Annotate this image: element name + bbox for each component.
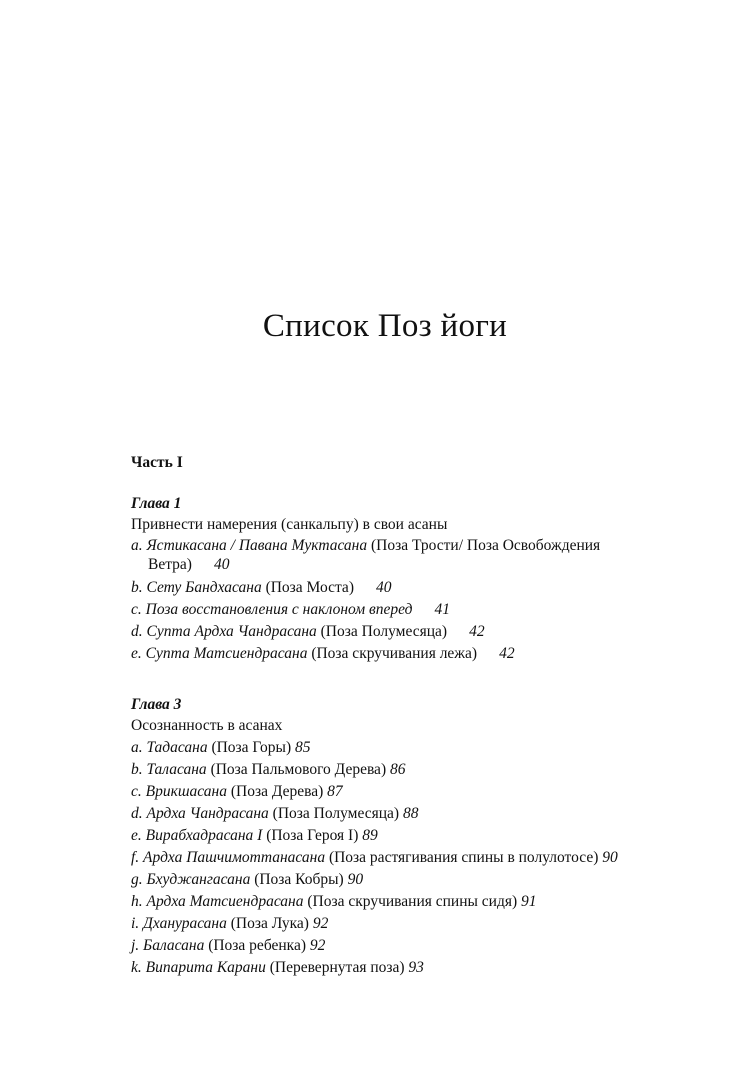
asana-name: a. Ястикасана / Павана Муктасана <box>131 537 368 554</box>
list-item <box>131 759 631 781</box>
page-number: 89 <box>362 827 378 844</box>
page-number: 87 <box>327 783 343 800</box>
chapter-3 <box>131 695 631 979</box>
asana-name: k. Випарита Карани <box>131 959 266 976</box>
asana-description: (Поза Полумесяца) <box>272 805 400 822</box>
asana-name: h. Ардха Матсиендрасана <box>131 893 304 910</box>
list-item <box>131 803 631 825</box>
asana-description: (Поза Трости/ Поза Освобождения Ветра) <box>148 537 601 573</box>
toc-content <box>131 454 631 999</box>
asana-name: i. Дханурасана <box>131 915 227 932</box>
page-number: 92 <box>312 915 329 932</box>
list-item <box>131 869 631 891</box>
page-number: 93 <box>408 959 424 976</box>
page-number: 86 <box>389 761 406 778</box>
asana-description: (Поза Горы) <box>211 739 292 756</box>
asana-description: (Поза Лука) <box>230 915 309 932</box>
page-number: 42 <box>469 623 485 640</box>
asana-name: b. Таласана <box>131 761 207 778</box>
asana-description: (Поза Полумесяца) <box>320 623 448 640</box>
list-item <box>131 825 631 847</box>
asana-name: g. Бхуджангасана <box>131 871 251 888</box>
page-number: 91 <box>521 893 537 910</box>
page-title: Список Поз йоги <box>262 308 508 344</box>
asana-description: (Поза растягивания спины в полулотосе) <box>328 849 599 866</box>
chapter-title: Глава 1 <box>131 495 182 512</box>
asana-name: e. Вирабхадрасана I <box>131 827 263 844</box>
asana-description: (Поза Пальмового Дерева) <box>210 761 387 778</box>
asana-description: (Поза ребенка) <box>208 937 307 954</box>
list-item <box>131 577 631 599</box>
asana-description: (Перевернутая поза) <box>269 959 405 976</box>
list-item <box>131 781 631 803</box>
asana-name: a. Тадасана <box>131 739 208 756</box>
page-number: 92 <box>309 937 326 954</box>
page-number: 40 <box>375 579 392 596</box>
page-number: 90 <box>347 871 364 888</box>
asana-description: (Поза Героя I) <box>266 827 359 844</box>
page-number: 41 <box>434 601 450 618</box>
asana-name: e. Супта Матсиендрасана <box>131 645 308 662</box>
list-item <box>131 621 631 643</box>
chapter-title: Глава 3 <box>131 696 182 713</box>
part-heading: Часть I <box>131 454 183 471</box>
asana-name: f. Ардха Пашчимоттанасана <box>131 849 326 866</box>
chapter-subtitle: Осознанность в асанах <box>131 717 283 734</box>
asana-description: (Поза скручивания спины сидя) <box>307 893 518 910</box>
asana-name: b. Сету Бандхасана <box>131 579 262 596</box>
list-item <box>131 536 631 574</box>
page-number: 90 <box>602 849 618 866</box>
asana-name: d. Супта Ардха Чандрасана <box>131 623 317 640</box>
list-item <box>131 891 631 913</box>
list-item <box>131 957 631 979</box>
list-item <box>131 737 631 759</box>
asana-name: j. Баласана <box>131 937 205 954</box>
asana-description: (Поза Дерева) <box>230 783 324 800</box>
page-number: 42 <box>499 645 515 662</box>
asana-name: c. Поза восстановления с наклоном вперед <box>131 601 413 618</box>
chapter-subtitle: Привнести намерения (санкальпу) в свои асаны <box>131 516 448 533</box>
asana-description: (Поза Кобры) <box>254 871 344 888</box>
asana-description: (Поза Моста) <box>265 579 354 596</box>
asana-description: (Поза скручивания лежа) <box>311 645 478 662</box>
list-item <box>131 599 631 621</box>
list-item <box>131 913 631 935</box>
page-number: 88 <box>402 805 419 822</box>
asana-name: d. Ардха Чандрасана <box>131 805 269 822</box>
list-item <box>131 847 631 869</box>
asana-name: c. Врикшасана <box>131 783 227 800</box>
list-item <box>131 935 631 957</box>
list-item <box>131 643 631 665</box>
chapter-1 <box>131 494 631 665</box>
page-number: 40 <box>213 556 230 573</box>
page-number: 85 <box>295 739 311 756</box>
